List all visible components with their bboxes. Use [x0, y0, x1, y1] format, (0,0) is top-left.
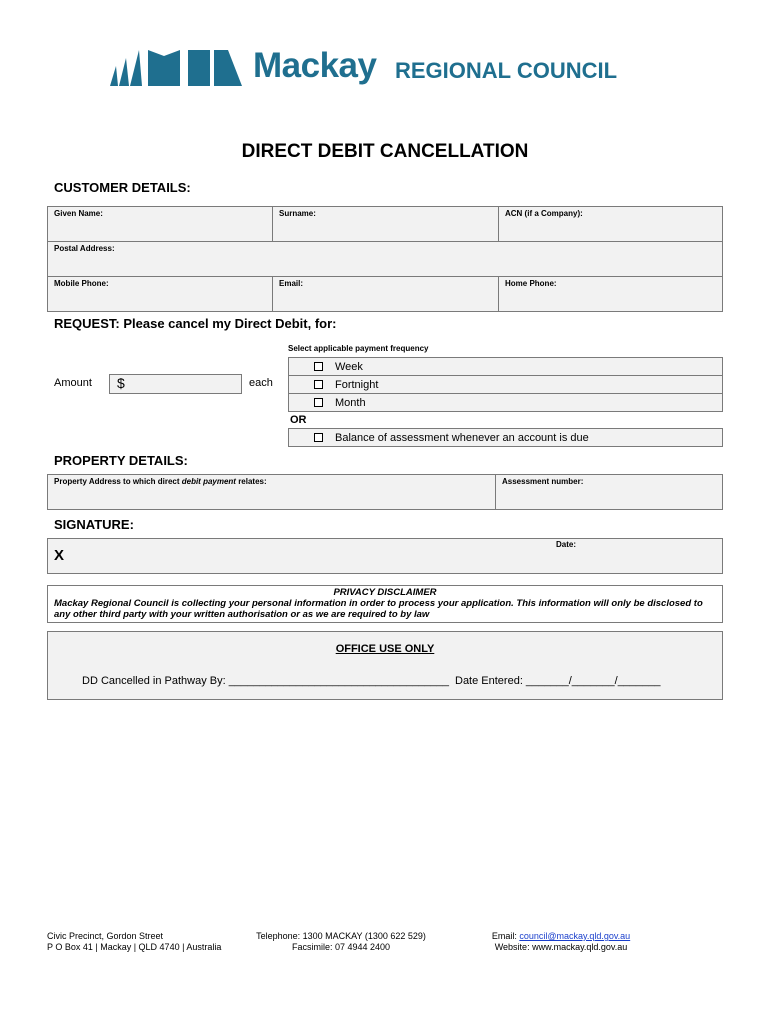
- property-address-label-pre: Property Address to which direct: [54, 477, 182, 486]
- each-label: each: [249, 377, 273, 389]
- brand-sub: REGIONAL COUNCIL: [395, 58, 618, 83]
- customer-heading: CUSTOMER DETAILS:: [54, 180, 191, 195]
- dd-cancelled-field[interactable]: DD Cancelled in Pathway By: ____________________________________: [82, 675, 449, 687]
- footer-contact: [470, 931, 652, 953]
- amount-field[interactable]: [109, 374, 242, 394]
- footer-website: Website: www.mackay.qld.gov.au: [494, 942, 628, 952]
- week-checkbox[interactable]: [314, 362, 323, 371]
- currency-symbol: $: [117, 375, 125, 391]
- balance-option-label: Balance of assessment whenever an account is due: [335, 432, 589, 444]
- frequency-label: Select applicable payment frequency: [288, 344, 429, 353]
- property-heading: PROPERTY DETAILS:: [54, 453, 188, 468]
- assessment-number-label: Assessment number:: [502, 477, 584, 486]
- footer-address-line1: Civic Precinct, Gordon Street: [47, 931, 164, 941]
- acn-label: ACN (if a Company):: [505, 209, 583, 218]
- signature-field[interactable]: [47, 538, 723, 574]
- request-heading: REQUEST: Please cancel my Direct Debit, for:: [54, 316, 337, 331]
- footer-facsimile: Facsimile: 07 4944 2400: [291, 942, 391, 952]
- property-address-label-post: relates:: [235, 477, 267, 486]
- mobile-phone-label: Mobile Phone:: [54, 279, 109, 288]
- council-logo-icon: [106, 46, 246, 90]
- office-use-box: [47, 631, 723, 700]
- footer-address-line2: P O Box 41 | Mackay | QLD 4740 | Australia: [47, 942, 222, 952]
- page-title: DIRECT DEBIT CANCELLATION: [241, 141, 529, 162]
- date-label: Date:: [556, 540, 577, 549]
- privacy-text: Mackay Regional Council is collecting your personal information in order to process your application. This information will only be disclosed to any other third party with your written authorisation or as we are required to by law: [54, 598, 703, 620]
- month-checkbox[interactable]: [314, 398, 323, 407]
- signature-heading: SIGNATURE:: [54, 517, 134, 532]
- property-address-label-em: debit payment: [181, 477, 236, 486]
- or-label: OR: [290, 414, 307, 426]
- balance-checkbox[interactable]: [314, 433, 323, 442]
- footer-email-link[interactable]: council@mackay.qld.gov.au: [519, 931, 631, 941]
- surname-label: Surname:: [279, 209, 316, 218]
- email-field[interactable]: [272, 276, 499, 312]
- office-use-title: OFFICE USE ONLY: [335, 643, 435, 655]
- footer-address: [47, 931, 221, 953]
- postal-address-field[interactable]: [47, 241, 723, 277]
- given-name-label: Given Name:: [54, 209, 103, 218]
- footer-email-label: Email:: [491, 931, 520, 941]
- footer-phone: [228, 931, 454, 953]
- amount-label: Amount: [54, 377, 92, 389]
- week-option-label: Week: [335, 361, 363, 373]
- email-label: Email:: [279, 279, 304, 288]
- fortnight-checkbox[interactable]: [314, 380, 323, 389]
- brand-name: Mackay: [253, 46, 377, 85]
- date-entered-field[interactable]: Date Entered: _______/_______/_______: [455, 675, 661, 687]
- footer-email-line: [470, 931, 652, 942]
- property-address-label: [54, 477, 267, 486]
- footer-telephone: Telephone: 1300 MACKAY (1300 622 529): [256, 931, 426, 941]
- signature-mark: X: [54, 547, 65, 564]
- postal-address-label: Postal Address:: [54, 244, 115, 253]
- month-option-label: Month: [335, 397, 366, 409]
- home-phone-label: Home Phone:: [505, 279, 557, 288]
- privacy-title: PRIVACY DISCLAIMER: [333, 587, 437, 598]
- fortnight-option-label: Fortnight: [335, 379, 379, 391]
